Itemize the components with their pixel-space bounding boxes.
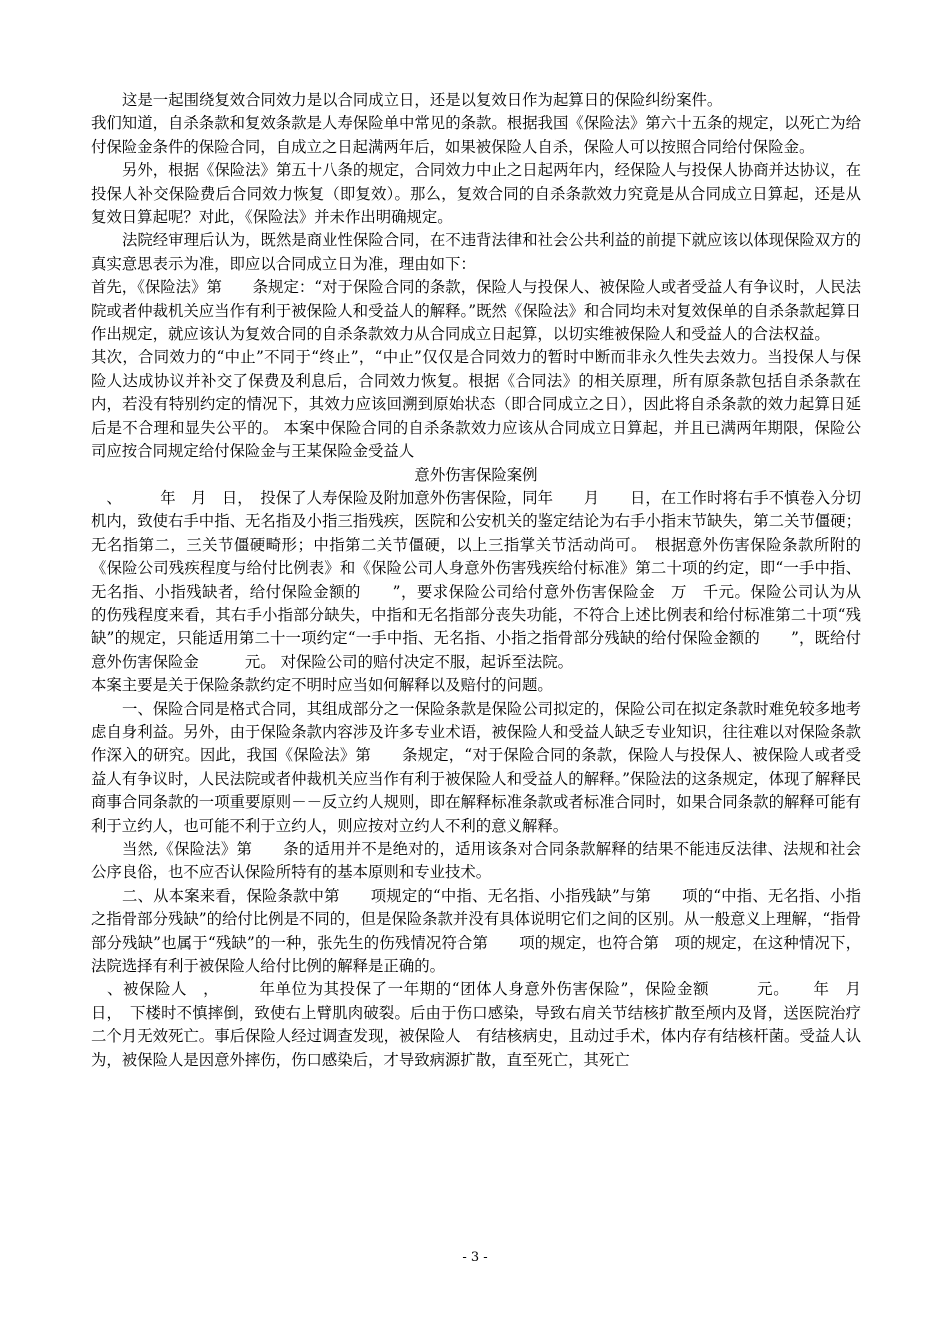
paragraph-point-one: 一、保险合同是格式合同，其组成部分之一保险条款是保险公司拟定的，保险公司在拟定条款时难免较多地考虑自身利益。另外，由于保险条款内容涉及许多专业术语，被保险人和受益人缺乏专业知识，往往难以对保险条款作深入的研究。因此，我国《保险法》第 条规定，“对于保险合同的条款，保险人与投保人、被保险人或者受益人有争议时，人民法院或者仲裁机关应当作有利于被保险人和受益人的解释。”保险法的这条规定，体现了解释民商事合同条款的一项重要原则－－反立约人规则，即在解释标准条款或者标准合同时，如果合同条款的解释可能有利于立约人，也可能不利于立约人，则应按对立约人不利的意义解释。 <box>91 699 861 835</box>
paragraph-suicide-clause: 我们知道，自杀条款和复效条款是人寿保险单中常见的条款。根据我国《保险法》第六十五条的规定，以死亡为给付保险金条件的保险合同，自成立之日起满两年后，如果被保险人自杀，保险人可以按照合同给付保险金。 <box>91 114 861 156</box>
section-heading-accident-insurance: 意外伤害保险案例 <box>414 465 538 484</box>
paragraph-case-intro: 这是一起围绕复效合同效力是以合同成立日，还是以复效日作为起算日的保险纠纷案件。 <box>122 91 723 109</box>
paragraph-reinstatement: 另外，根据《保险法》第五十八条的规定，合同效力中止之日起两年内，经保险人与投保人协商并达协议，在投保人补交保险费后合同效力恢复（即复效）。那么，复效合同的自杀条款效力究竟是从合同成立日算起，还是从复效日算起呢？对此，《保险法》并未作出明确规定。 <box>91 161 861 227</box>
paragraph-second-reason: 其次，合同效力的“中止”不同于“终止”，“中止”仅仅是合同效力的暂时中断而非永久性失去效力。当投保人与保险人达成协议并补交了保费及利息后，合同效力恢复。根据《合同法》的相关原理，所有原条款包括自杀条款在内，若没有特别约定的情况下，其效力应该回溯到原始状态（即合同成立之日），因此将自杀条款的效力起算日延后是不合理和显失公平的。 本案中保险合同的自杀条款效力应该从合同成立日算起，并且已满两年期限，保险公司应按合同规定给付保险金与王某保险金受益人 <box>91 348 861 461</box>
paragraph-next-case: 、被保险人 ， 年单位为其投保了一年期的“团体人身意外伤害保险”，保险金额 元。 年 月 日， 下楼时不慎摔倒，致使右上臂肌肉破裂。后由于伤口感染，导致右肩关节结核扩散至颅内及肾，送医院治疗二个月无效死亡。事后保险人经过调查发现，被保险人 有结核病史，且动过手术，体内存有结核杆菌。受益人认为，被保险人是因意外摔伤，伤口感染后，才导致病源扩散，直至死亡，其死亡 <box>91 980 877 1069</box>
paragraph-first-reason: 首先，《保险法》第 条规定：“对于保险合同的条款，保险人与投保人、被保险人或者受益人有争议时，人民法院或者仲裁机关应当作有利于被保险人和受益人的解释。”既然《保险法》和合同均未对复效保单的自杀条款起算日作出规定，就应该认为复效合同的自杀条款效力从合同成立日起算，以切实维被保险人和受益人的合法权益。 <box>91 278 861 344</box>
paragraph-limitation: 当然,《保险法》第 条的适用并不是绝对的，适用该条对合同条款解释的结果不能违反法律、法规和社会公序良俗，也不应否认保险所特有的基本原则和专业技术。 <box>91 840 861 882</box>
paragraph-case-issue: 本案主要是关于保险条款约定不明时应当如何解释以及赔付的问题。 <box>91 676 553 695</box>
paragraph-court-opinion: 法院经审理后认为，既然是商业性保险合同，在不违背法律和社会公共利益的前提下就应该以体现保险双方的真实意思表示为准，即应以合同成立日为准，理由如下： <box>91 231 861 273</box>
document-body <box>91 89 877 1072</box>
page-number: - 3 - <box>462 1250 488 1265</box>
paragraph-point-two: 二、从本案来看，保险条款中第 项规定的“中指、无名指、小指残缺”与第 项的“中指、无名指、小指之指骨部分残缺”的给付比例是不同的，但是保险条款并没有具体说明它们之间的区别。从一般意义上理解，“指骨部分残缺”也属于“残缺”的一种，张先生的伤残情况符合第 项的规定，也符合第 项的规定，在这种情况下，法院选择有利于被保险人给付比例的解释是正确的。 <box>91 886 861 976</box>
paragraph-accident-case: 、 年 月 日， 投保了人寿保险及附加意外伤害保险，同年 月 日，在工作时将右手不慎卷入分切机内，致使右手中指、无名指及小指三指残疾，医院和公安机关的鉴定结论为右手小指末节缺失，第二关节僵硬；无名指第二，三关节僵硬畸形；中指第二关节僵硬，以上三指掌关节活动尚可。 根据意外伤害保险条款所附的《保险公司残疾程度与给付比例表》和《保险公司人身意外伤害残疾给付标准》第二十项的约定，即“一手中指、无名指、小指残缺者，给付保险金额的 ”，要求保险公司给付意外伤害保险金 万 千元。保险公司认为从 的伤残程度来看，其右手小指部分缺失，中指和无名指部分丧失功能，不符合上述比例表和给付标准第二十项“残缺”的规定，只能适用第二十一项约定“一手中指、无名指、小指之指骨部分残缺的给付保险金额的 ”，既给付意外伤害保险金 元。 对保险公司的赔付决定不服，起诉至法院。 <box>91 488 877 671</box>
